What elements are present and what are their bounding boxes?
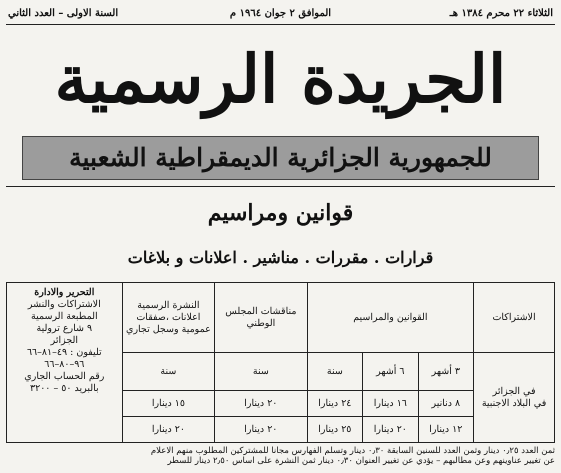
price-algeria-official: ١٥ دينارا xyxy=(122,391,214,417)
period-year: سنة xyxy=(307,353,363,391)
header-rule xyxy=(6,24,555,25)
price-algeria-year: ٢٤ دينارا xyxy=(307,391,363,417)
price-algeria-debates: ٢٠ دينارا xyxy=(215,391,307,417)
official-bulletin-header: النشرة الرسمية اعلانات ،صفقات عمومية وسجل تجاري xyxy=(122,283,214,353)
subscriptions-header: الاشتراكات xyxy=(474,283,555,353)
debates-period-year: سنة xyxy=(215,353,307,391)
subscription-table xyxy=(6,282,555,443)
period-six-months: ٦ أشهر xyxy=(363,353,418,391)
price-abroad-debates: ٢٠ دينارا xyxy=(215,417,307,443)
price-algeria-6m: ١٦ دينارا xyxy=(363,391,418,417)
pricing-notes xyxy=(6,446,555,466)
banner-rule xyxy=(6,186,555,187)
issue-header xyxy=(8,6,553,24)
debates-header: مناقشات المجلس الوطني xyxy=(215,283,307,353)
note-line-2: عن تغيير عناوينهم وعن مطالبهم – يؤدي عن تغيير العنوان ٠٫٣٠ دينار ثمن النشرة على اساس ٢٫٥٠ دينار للسطر xyxy=(167,456,555,466)
section-title: قوانين ومراسيم xyxy=(207,200,354,226)
price-abroad-6m: ٢٠ دينارا xyxy=(363,417,418,443)
issue-date-hijri: الثلاثاء ٢٢ محرم ١٣٨٤ هـ xyxy=(449,8,553,19)
price-abroad-year: ٢٥ دينارا xyxy=(307,417,363,443)
price-algeria-3m: ٨ دنانير xyxy=(418,391,473,417)
row-label-abroad: في البلاد الاجنبية xyxy=(481,397,547,409)
republic-banner: للجمهورية الجزائرية الديمقراطية الشعبية xyxy=(22,136,539,180)
issue-number: السنة الاولى – العدد الثاني xyxy=(8,8,119,19)
issue-date-gregorian: الموافق ٢ جوان ١٩٦٤ م xyxy=(229,8,332,19)
admin-info: التحرير والادارة الاشتراكات والنشر المطبعة الرسمية ٩ شارع ترولية الجزائر تليفون : ٤٩–٨١–٦٦ ٩٦–٨٠–٦٦ رقم الحساب الجاري بالبريد ٥٠ – ٣٢٠٠ xyxy=(7,283,123,443)
price-abroad-official: ٢٠ دينارا xyxy=(122,417,214,443)
masthead-title: الجريدة الرسمية xyxy=(54,40,507,118)
section-subtitle: قرارات . مقررات . مناشير . اعلانات و بلاغات xyxy=(127,248,434,267)
region-labels xyxy=(474,353,555,443)
official-period-year: سنة xyxy=(122,353,214,391)
price-abroad-3m: ١٢ دينارا xyxy=(418,417,473,443)
period-three-months: ٣ أشهر xyxy=(418,353,473,391)
note-line-1: ثمن العدد ٠٫٢٥ دينار وثمن العدد للسنين السابقة ٠٫٣٠ دينار وتسلم الفهارس مجانا للمشتركين المطلوب منهم الاعلام xyxy=(150,446,555,456)
row-label-algeria: في الجزائر xyxy=(492,385,536,397)
laws-header: القوانين والمراسيم xyxy=(307,283,473,353)
